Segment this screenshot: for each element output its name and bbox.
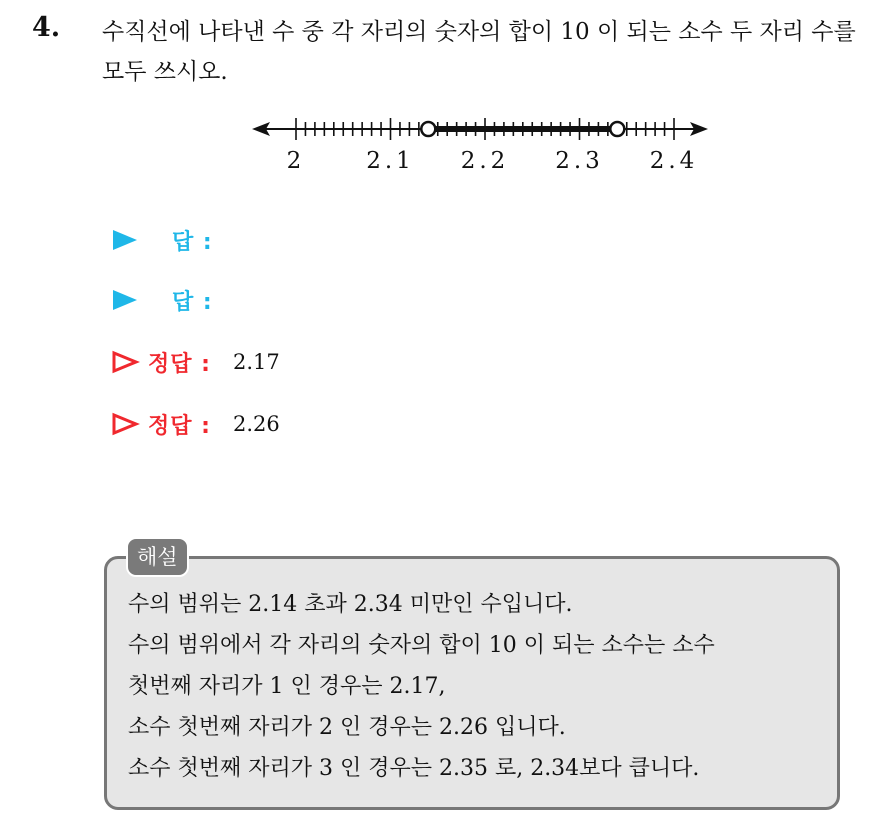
question-text: 수직선에 나타낸 수 중 각 자리의 숫자의 합이 10 이 되는 소수 두 자리 수를 모두 쓰시오. — [102, 19, 856, 85]
explanation-line: 첫번째 자리가 1 인 경우는 2.17, — [128, 674, 446, 699]
explanation-line: 소수 첫번째 자리가 3 인 경우는 2.35 로, 2.34보다 큽니다. — [128, 756, 700, 781]
play-triangle-icon — [110, 288, 144, 312]
explanation-tag: 해설 — [126, 537, 189, 577]
explanation-line: 수의 범위는 2.14 초과 2.34 미만인 수입니다. — [128, 592, 573, 617]
correct-row-1 — [110, 344, 280, 380]
correct-answer-value: 2.26 — [232, 412, 280, 436]
answer-row-2 — [110, 282, 235, 318]
correct-answer-label: 정답 : — [148, 351, 211, 377]
explanation-line: 소수 첫번째 자리가 2 인 경우는 2.26 입니다. — [128, 715, 566, 740]
play-triangle-icon — [110, 228, 144, 252]
tick-label: 2.1 — [366, 148, 415, 174]
correct-answer-value: 2.17 — [232, 350, 280, 374]
outline-triangle-icon — [110, 350, 144, 374]
range-end-open-circle — [610, 122, 624, 136]
tick-label: 2.2 — [460, 148, 510, 174]
tick-label: 2.4 — [649, 148, 699, 174]
answer-label: 답 : — [172, 289, 213, 315]
answer-row-1 — [110, 222, 235, 258]
number-line — [248, 112, 718, 180]
question-number: 4. — [32, 12, 61, 43]
correct-answer-label: 정답 : — [148, 413, 211, 439]
explanation-line: 수의 범위에서 각 자리의 숫자의 합이 10 이 되는 소수는 소수 — [128, 633, 715, 658]
tick-label: 2 — [286, 148, 306, 174]
outline-triangle-icon — [110, 412, 144, 436]
range-start-open-circle — [421, 122, 435, 136]
correct-row-2 — [110, 406, 280, 442]
explanation-text — [128, 584, 838, 789]
tick-label: 2.3 — [555, 148, 604, 174]
answer-label: 답 : — [172, 229, 213, 255]
